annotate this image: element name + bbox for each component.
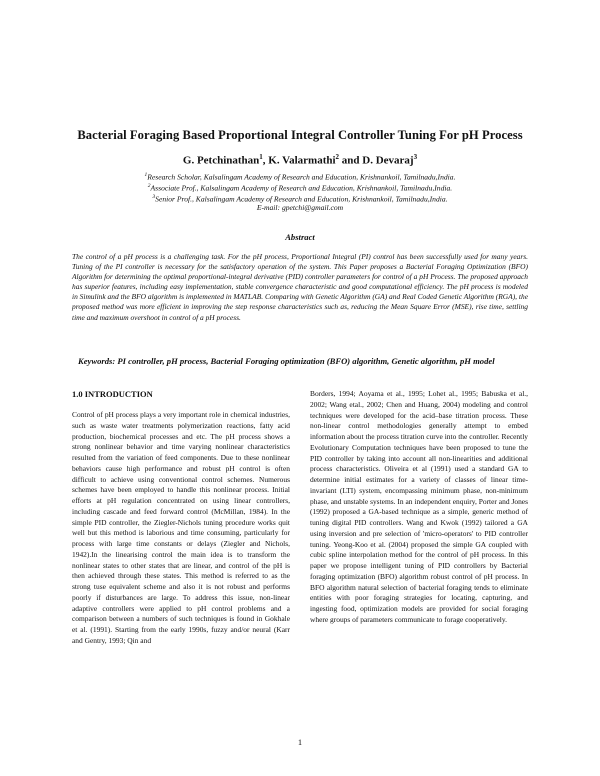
author-name: D. Devaraj [362,154,414,167]
author-sup: 1 [259,153,263,161]
intro-right-column: Borders, 1994; Aoyama et al., 1995; Lohet al., 1995; Babuska et al., 2002; Wang etal., 2002; Chen and Huang, 2004) modeling and control techniques were developed for the acid–base titration process. These non-linear control methodologies generally attempt to embed information about the process titration curve into the controller. Recently Evolutionary Computation techniques have been proposed to tune the PID controller by taking into account all non-linearities and additional process characteristics. Oliveira et al (1991) used a standard GA to determine initial estimates for a variety of classes of linear time-invariant (LTI) system, encompassing minimum phase, non-minimum phase, and unstable systems. In an independent enquiry, Porter and Jones (1992) proposed a GA-based technique as a simple, generic method of tuning digital PID controllers. Wang and Kwok (1992) tailored a GA using inversion and pre selection of 'micro-operators' to PID controller tuning. Yeong-Koo et al. (2004) proposed the simple GA coupled with cubic spline interpolation method for the control of pH process. In this paper we propose intelligent tuning of PID controllers by Bacterial foraging optimization (BFO) algorithm robust control of pH process. In BFO algorithm natural selection of bacterial foraging tends to eliminate entities with poor foraging strategies for locating, capturing, and ingesting food, optimization models are provided for social foraging where groups of parameters communicate to forage cooperatively. [310,389,528,624]
author-name: G. Petchinathan [182,154,260,167]
author-name: K. Valarmathi [268,154,336,167]
affiliation-sup: 1 [144,172,148,178]
intro-left-column: Control of pH process plays a very important role in chemical industries, such as waste water treatments polymerization reactions, fatty acid production, biochemical processes and etc. The pH process shows a strong nonlinear behavior and time varying nonlinear characteristics resulted from the variation of feed components. Due to these nonlinear behaviors cause high performance and robust pH control is often difficult to achieve using conventional control schemes. Numerous schemes have been employed to handle this nonlinear process. Initial efforts at pH regulation concentrated on using linear controllers, including cascade and feed forward control (McMillan, 1984). In the simple PID controller, the Ziegler-Nichols tuning procedure works quit well but this method is laborious and time consuming, particularly for process with large time constants or delays (Ziegler and Nichols, 1942).In the linearising control the main idea is to transform the nonlinear states to other states that are linear, and control of the pH is then achieved through these states. This method is referred to as the strong tuse equivalent scheme and also it is not robust and performs poorly if disturbances are large. To address this issue, non-linear adaptive controllers were applied to pH control problems and a comparison between a numbers of such techniques is found in Gokhale et al. (1991). Starting from the early 1990s, fuzzy and/or neural (Karr and Gentry, 1993; Qin and [72,410,290,645]
keywords: Keywords: PI controller, pH process, Bacterial Foraging optimization (BFO) algorithm, Genetic algorithm, pH model [78,356,495,366]
affiliation-text: Senior Prof., Kalsalingam Academy of Research and Education, Krishnankoil, Tamilnadu,India. [155,194,448,204]
page-number: 1 [297,737,303,747]
affiliation-text: Associate Prof., Kalsalingam Academy of Research and Education, Krishnankoil, Tamilnadu,India. [150,183,453,193]
abstract-text: The control of a pH process is a challenging task. For the pH process, Proportional Integral (PI) control has been successfully used for many years. Tuning of the PI controller is necessary for the satisfactory operation of the system. This Paper proposes a Bacterial Foraging Optimization (BFO) Algorithm for determining the optimal proportional-integral derivative (PID) controller parameters for control of a pH Process. The proposed approach has superior features, including easy implementation, stable convergence characteristic and good computational efficiency. The pH process is modeled in Simulink and the BFO algorithm is implemented in MATLAB. Comparing with Genetic Algorithm (GA) and Real Coded Genetic Algorithm (RGA), the proposed method was more efficient in improving the step response characteristics such as, reducing the Mean Square Error (MSE), rise time, settling time and maximum overshoot in control of a pH process. [72,252,528,322]
author-sup: 2 [335,153,340,161]
author-line [20,153,580,167]
section-heading: 1.0 INTRODUCTION [72,389,153,399]
paper-title: Bacterial Foraging Based Proportional Integral Controller Tuning For pH Process [77,128,523,142]
affiliation-text: Research Scholar, Kalsalingam Academy of Research and Education, Krishnankoil, Tamilnadu,India. [147,172,456,182]
email: E-mail: gpetchi@gmail.com [256,203,344,212]
affiliation-sup: 3 [152,194,156,200]
affiliation-sup: 2 [147,183,151,189]
abstract-heading: Abstract [285,232,315,242]
author-separator: , [262,154,269,167]
author-sup: 3 [413,153,418,161]
author-separator: and [339,154,363,167]
